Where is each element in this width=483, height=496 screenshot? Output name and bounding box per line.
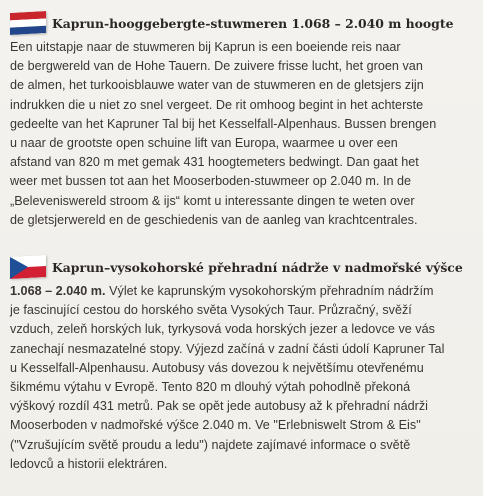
text-line: de bergwereld van de Hohe Tauern. De zuivere frisse lucht, het groen van — [10, 59, 423, 74]
text-line: de almen, het turkooisblauwe water van de stuwmeren en de gletsjers zijn — [10, 78, 424, 93]
text-line: u naar de grootste open schuine lift van Europa, waarmee u over een — [10, 136, 398, 151]
text-line: šikmému výtahu v Evropě. Tento 820 m dlouhý výtah pohodlně překoná — [10, 380, 411, 395]
section-title-dutch: Kaprun-hooggebergte-stuwmeren 1.068 – 2.040 m hoogte — [52, 15, 454, 31]
section-dutch — [10, 10, 472, 230]
text-line: Výlet ke kaprunským vysokohorským přehradním nádržím — [105, 284, 434, 298]
text-line: „Belevenis​wereld stroom & ijs“ komt u interessante dingen te weten over — [10, 193, 415, 208]
netherlands-flag-icon — [10, 11, 46, 35]
section-czech — [10, 254, 472, 474]
text-line: výškový rozdíl 431 metrů. Pak se opět jede autobusy až k přehradní nádrži — [10, 399, 428, 414]
text-line: u Kesselfall-Alpenhausu. Autobusy vás dovezou k největšímu otevřenému — [10, 360, 424, 375]
heading-row-czech — [10, 254, 472, 280]
text-line: ledovců a historii elektráren. — [10, 456, 168, 471]
heading-row-dutch — [10, 10, 472, 36]
text-line: weer met bussen tot aan het Mooserboden-stuwmeer op 2.040 m. In de — [10, 174, 412, 189]
text-line: Mooserboden v nadmořské výšce 2.040 m. Ve "Erlebniswelt Strom & Eis" — [10, 418, 421, 433]
text-line: zanechají nesmazatelné stopy. Výjezd začíná v zadní části údolí Kapruner Tal — [10, 341, 445, 356]
text-line: vzduch, zeleň horských luk, tyrkysová voda horských jezer a ledovce ve vás — [10, 322, 435, 337]
altitude-range: 1.068 – 2.040 m. — [10, 284, 106, 298]
text-line: afstand van 820 m met gemak 431 hoogtemeters bedwingt. Dan gaat het — [10, 155, 419, 170]
text-line: ("Vzrušujícím světě proudu a ledu") najdete zajímavé informace o světě — [10, 437, 411, 452]
text-line: je fascinující cestou do horského světa Vysokých Taur. Průzračný, svěží — [10, 303, 412, 318]
text-line: Een uitstapje naar de stuwmeren bij Kaprun is een boeiende reis naar — [10, 40, 401, 54]
text-line: gedeelte van het Kapruner Tal bij het Kesselfall-Alpenhaus. Bussen brengen — [10, 116, 437, 131]
text-line: de gletsjerwereld en de geschiedenis van de aanleg van krachtcentrales. — [10, 212, 418, 227]
section-title-czech: Kaprun–vysokohorské přehradní nádrže v nadmořské výšce — [52, 259, 463, 275]
body-text-dutch — [10, 38, 472, 230]
czech-flag-icon — [10, 255, 46, 279]
text-line: indrukken die u niet zo snel vergeet. De rit omhoog begint in het achterste — [10, 97, 424, 112]
body-text-czech — [10, 282, 472, 474]
text-line-first — [10, 282, 472, 301]
